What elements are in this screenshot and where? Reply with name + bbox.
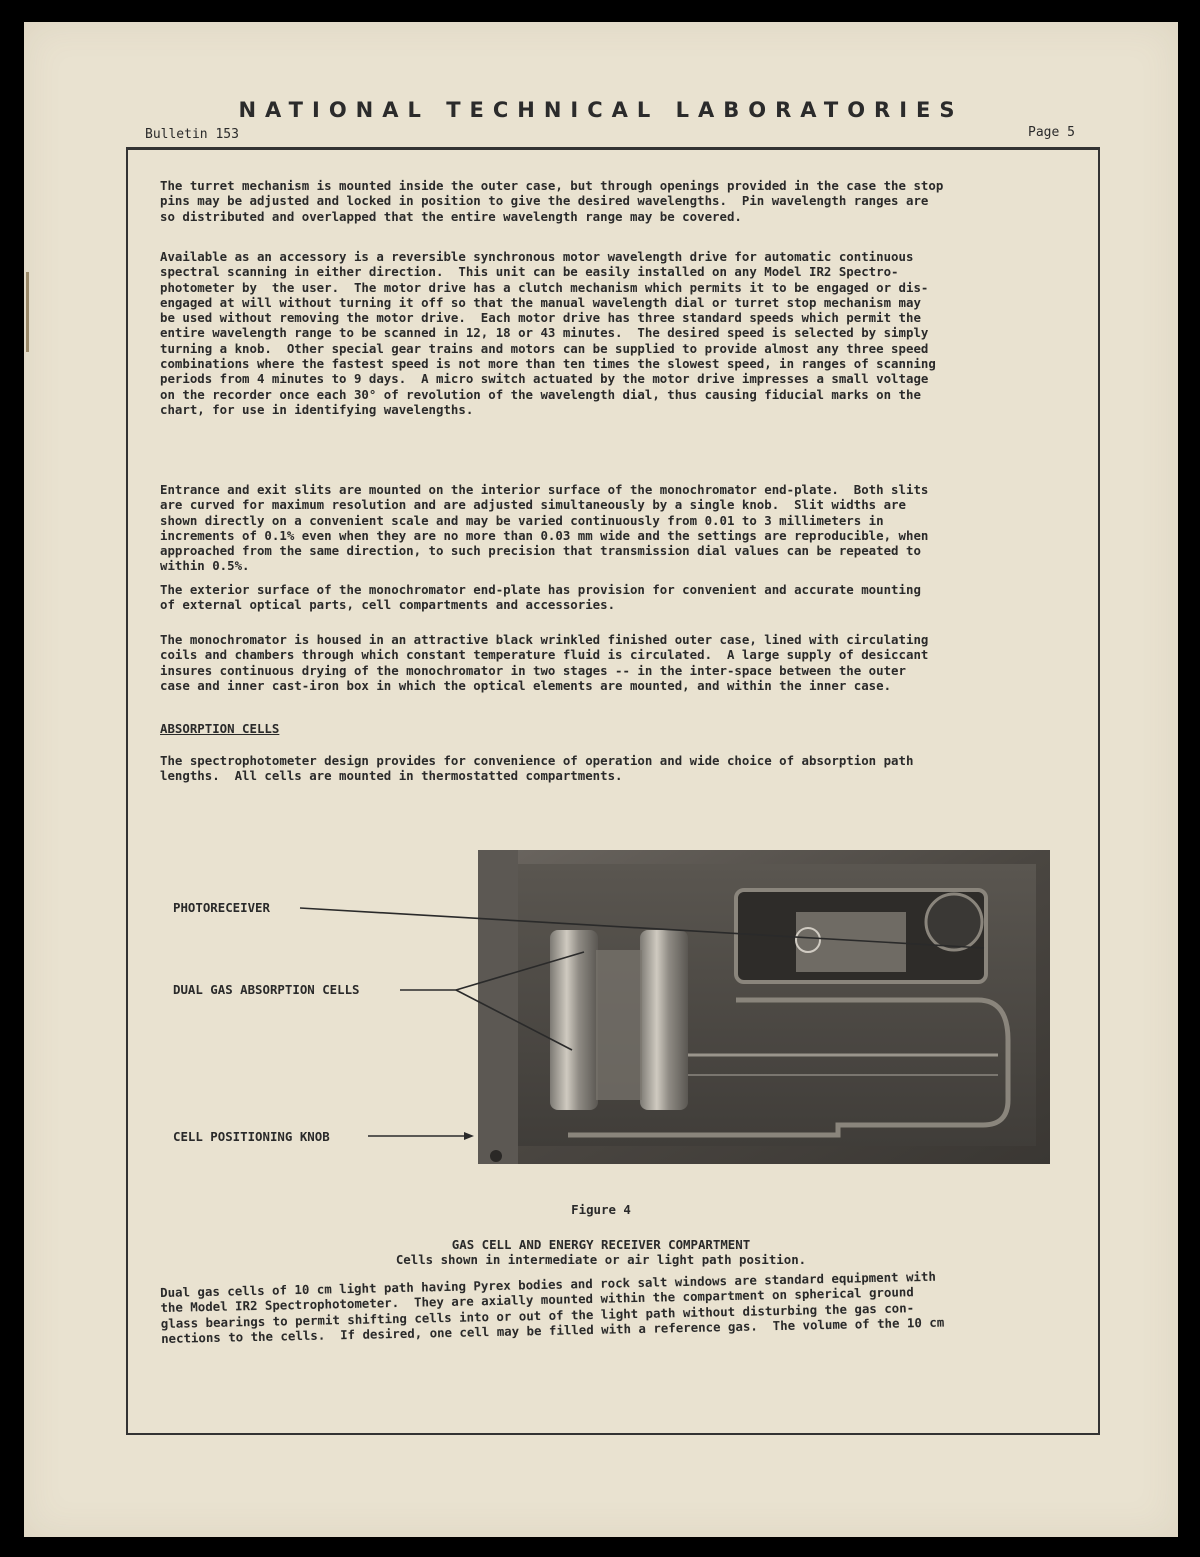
paragraph-dual-gas-cells: Dual gas cells of 10 cm light path having Pyrex bodies and rock salt windows are standard equipment with the Model IR2 Spectrophotometer. They are axially mounted within the compartment on spherical ground glass bearings to permit shifting cells into or out of the light path without disturbing the gas con- nections to the cells. If desired, one cell may be filled with a reference gas. The volume of the 10 cm [160, 1268, 945, 1346]
paragraph-turret: The turret mechanism is mounted inside the outer case, but through openings provided in the case the stop pins may be adjusted and locked in position to give the desired wavelengths. Pin wavelength ranges are so distributed and overlapped that the entire wavelength range may be covered. [160, 178, 944, 224]
figure-caption: Cells shown in intermediate or air light path position. [395, 1252, 807, 1267]
paragraph-slits: Entrance and exit slits are mounted on the interior surface of the monochromator end-plate. Both slits are curved for maximum resolution and are adjusted simultaneously by a single knob. Slit widths are shown directly on a convenient scale and may be varied continuously from 0.01 to 3 millimeters in increments of 0.1% even when they are no more than 0.03 mm wide and the settings are reproducible, when approached from the same direction, to such precision that transmission dial values can be repeated to within 0.5%. [160, 482, 929, 574]
section-heading: ABSORPTION CELLS [160, 721, 280, 736]
receiver-housing [926, 894, 982, 950]
margin-mark [26, 272, 29, 352]
cell-frame [596, 950, 642, 1100]
paragraph-cells-intro: The spectrophotometer design provides for convenience of operation and wide choice of absorption path lengths. All cells are mounted in thermostatted compartments. [160, 753, 914, 784]
figure-title: GAS CELL AND ENERGY RECEIVER COMPARTMENT [451, 1237, 751, 1252]
receiver-mount [796, 912, 906, 972]
document-page [24, 22, 1178, 1537]
callout-positioning-knob: CELL POSITIONING KNOB [173, 1129, 330, 1144]
paragraph-end-plate: The exterior surface of the monochromator end-plate has provision for convenient and accurate mounting of external optical parts, cell compartments and accessories. [160, 582, 921, 613]
figure-photo [478, 850, 1050, 1164]
figure-number: Figure 4 [571, 1202, 631, 1217]
paragraph-housing: The monochromator is housed in an attractive black wrinkled finished outer case, lined with circulating coils and chambers through which constant temperature fluid is circulated. A large supply of desiccant insures continuous drying of the monochromator in two stages -- in the inter-space between the outer case and inner cast-iron box in which the optical elements are mounted, and within the inner case. [160, 632, 929, 693]
bulletin-number: Bulletin 153 [145, 127, 239, 142]
paragraph-motor-drive: Available as an accessory is a reversible synchronous motor wavelength drive for automatic continuous spectral scanning in either direction. This unit can be easily installed on any Model IR2 Spectro- photometer by the user. The motor drive has a clutch mechanism which permits it to be engaged or dis- engaged at will without turning it off so that the manual wavelength dial or turret stop mechanism may be used without removing the motor drive. Each motor drive has three standard speeds which permit the entire wavelength range to be scanned in 12, 18 or 43 minutes. The desired speed is selected by simply turning a knob. Other special gear trains and motors can be supplied to provide almost any three speed combinations where the fastest speed is not more than ten times the slowest speed, in ranges of scanning periods from 4 minutes to 9 days. A micro switch actuated by the motor drive impresses a small voltage on the recorder once each 30° of revolution of the wavelength dial, thus causing fiducial marks on the chart, for use in identifying wavelengths. [160, 249, 936, 417]
masthead: NATIONAL TECHNICAL LABORATORIES [238, 98, 964, 122]
cell-tube-left [550, 930, 598, 1110]
knob-icon [490, 1150, 502, 1162]
cell-tube-right [640, 930, 688, 1110]
callout-gas-cells: DUAL GAS ABSORPTION CELLS [173, 982, 360, 997]
case-left-wall [478, 850, 518, 1164]
callout-photoreceiver: PHOTORECEIVER [173, 900, 270, 915]
page-number: Page 5 [1028, 125, 1075, 140]
